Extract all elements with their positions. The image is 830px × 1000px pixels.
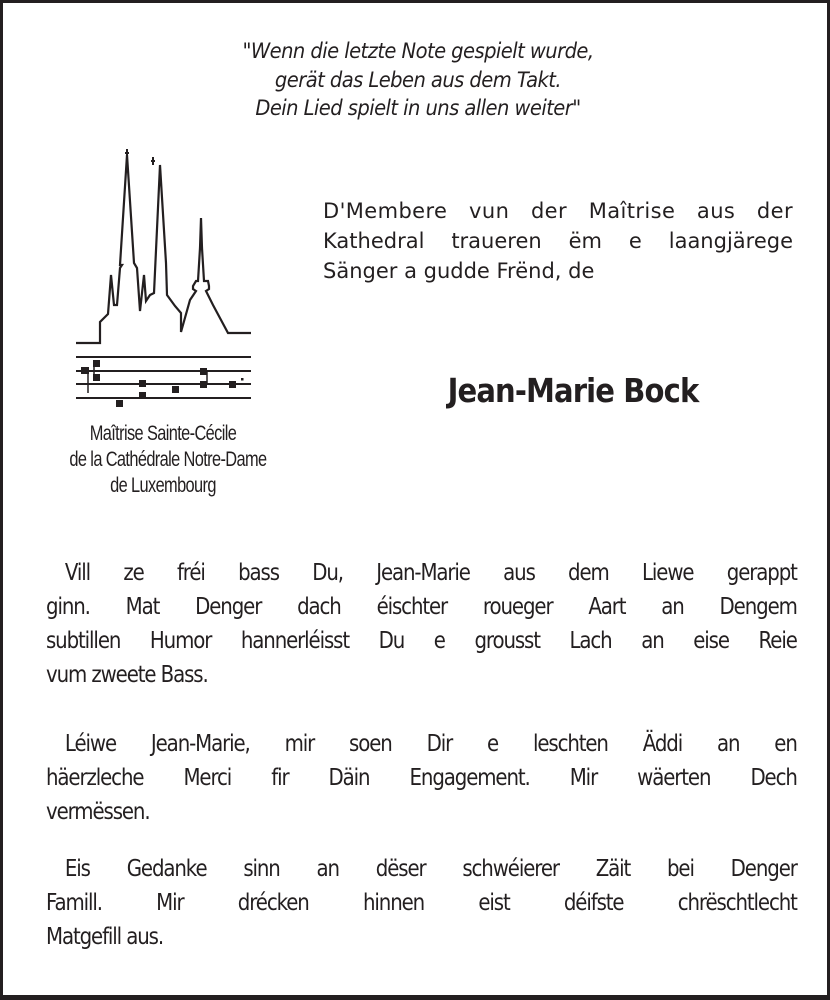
choir-logo: [43, 143, 303, 513]
opening-quote: [32, 37, 804, 123]
paragraph-line: ginn. Mat Denger dach éischter roueger Aart an Dengem: [46, 594, 797, 620]
spire-cross-middle: [151, 157, 155, 165]
choir-name-line: de Luxembourg: [110, 474, 216, 497]
intro-line: Kathedral traueren ëm e laangjärege: [323, 229, 793, 253]
intro-line: D'Membere vun der Maîtrise aus der: [323, 199, 793, 223]
cathedral-outline: [76, 155, 251, 343]
announcement-intro: [323, 196, 793, 286]
condolence-paragraph: [46, 852, 797, 954]
cathedral-music-staff-logo-icon: [43, 143, 303, 423]
choir-name-line: Maîtrise Sainte-Cécile: [89, 422, 237, 445]
spire-cross-left: [125, 149, 129, 157]
deceased-name: Jean-Marie Bock: [447, 371, 699, 410]
paragraph-line: Eis Gedanke sinn an dëser schwéierer Zäit bei Denger: [64, 856, 797, 882]
tribute-paragraph: [46, 556, 797, 692]
paragraph-line: Vill ze fréi bass Du, Jean-Marie aus dem Liewe gerappt: [64, 560, 797, 586]
paragraph-line: Léiwe Jean-Marie, mir soen Dir e leschten Äddi an en: [64, 731, 797, 757]
paragraph-line: subtillen Humor hannerléisst Du e grousst Lach an eise Reie: [46, 628, 797, 654]
quote-line: gerät das Leben aus dem Takt.: [274, 67, 562, 92]
paragraph-line: vum zweete Bass.: [46, 662, 208, 688]
quote-line: Dein Lied spielt in uns allen weiter": [255, 96, 581, 120]
intro-line: Sänger a gudde Frënd, de: [323, 259, 595, 283]
paragraph-line: vermëssen.: [46, 799, 150, 825]
paragraph-line: Matgefill aus.: [46, 924, 164, 950]
choir-name: [43, 421, 283, 499]
farewell-paragraph: [46, 727, 797, 829]
paragraph-line: Famill. Mir drécken hinnen eist déifste chrëschtlecht: [46, 890, 797, 916]
choir-name-line: de la Cathédrale Notre-Dame: [69, 448, 267, 471]
quote-line: "Wenn die letzte Note gespielt wurde,: [242, 39, 594, 63]
paragraph-line: häerzleche Merci fir Däin Engagement. Mir wäerten Dech: [46, 765, 797, 791]
